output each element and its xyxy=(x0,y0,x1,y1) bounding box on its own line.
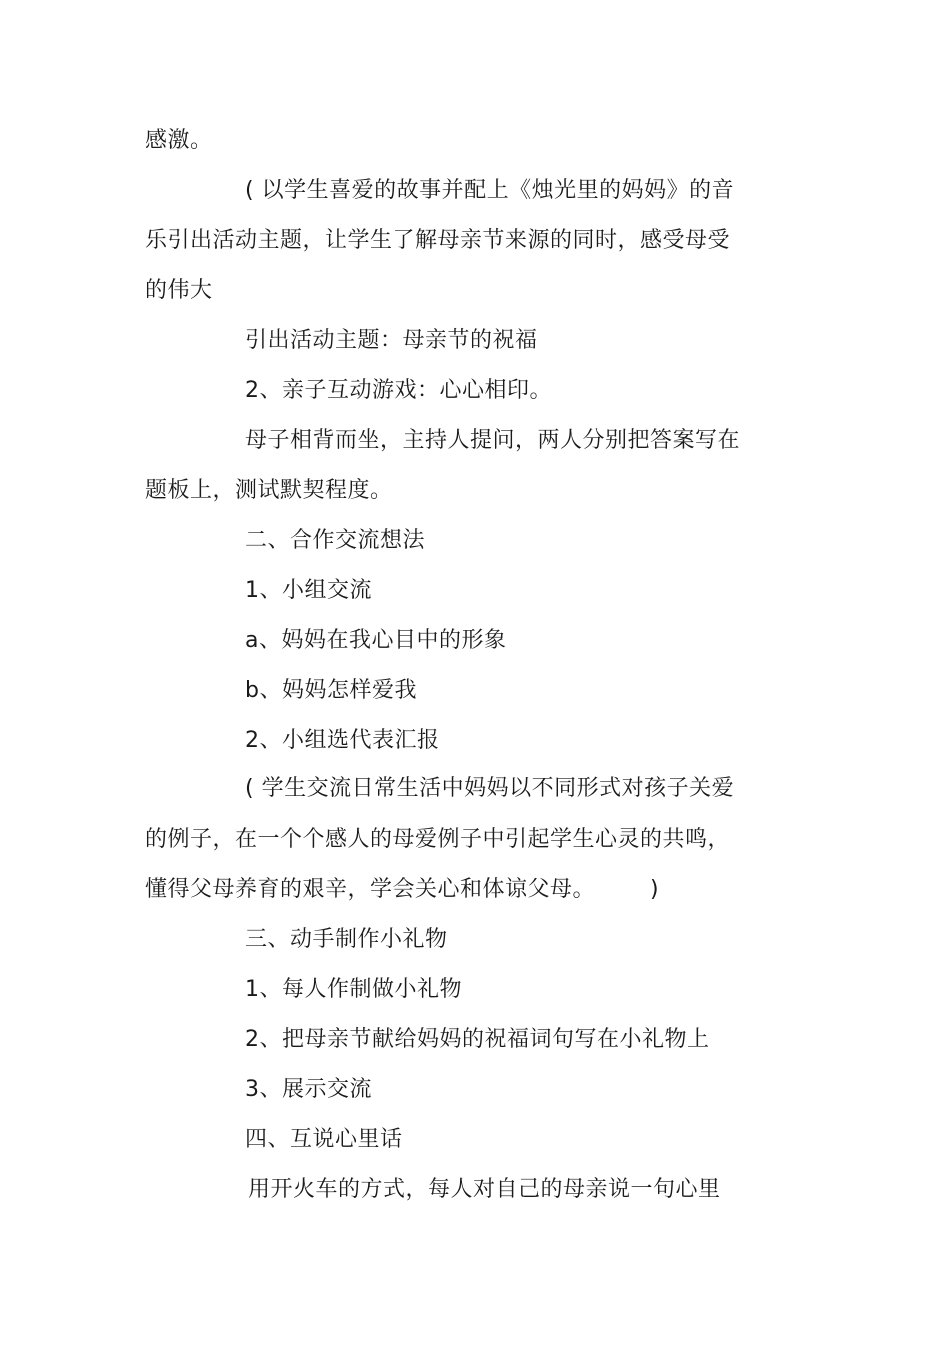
text-line: 的例子，在一个个感人的母爱例子中引起学生心灵的共鸣， xyxy=(145,827,731,852)
text-line: 乐引出活动主题，让学生了解母亲节来源的同时，感受母受 xyxy=(145,228,731,253)
text-line: a、妈妈在我心目中的形象 xyxy=(245,628,507,653)
closing-paren: ) xyxy=(650,877,660,902)
text-line: 母子相背而坐，主持人提问，两人分别把答案写在 xyxy=(245,428,741,453)
text-line: 懂得父母养育的艰辛，学会关心和体谅父母。 xyxy=(145,877,596,902)
text-line: 感激。 xyxy=(145,128,213,153)
text-line: 2、小组选代表汇报 xyxy=(245,728,440,753)
text-line: ( 以学生喜爱的故事并配上《烛光里的妈妈》的音 xyxy=(245,178,735,203)
section-heading: 三、动手制作小礼物 xyxy=(245,927,448,952)
text-line: 引出活动主题：母亲节的祝福 xyxy=(245,328,538,353)
section-heading: 二、合作交流想法 xyxy=(245,528,426,553)
text-line: 3、展示交流 xyxy=(245,1077,372,1102)
text-line: 的伟大 xyxy=(145,278,213,303)
text-line: 2、亲子互动游戏：心心相印。 xyxy=(245,378,552,403)
text-line: 用开火车的方式，每人对自己的母亲说一句心里 xyxy=(248,1177,721,1202)
text-line: 1、每人作制做小礼物 xyxy=(245,977,462,1002)
text-line: 2、把母亲节献给妈妈的祝福词句写在小礼物上 xyxy=(245,1027,710,1052)
text-line: 题板上，测试默契程度。 xyxy=(145,478,393,503)
text-line: 1、小组交流 xyxy=(245,578,372,603)
text-line: b、妈妈怎样爱我 xyxy=(245,678,417,703)
section-heading: 四、互说心里话 xyxy=(245,1127,403,1152)
text-line: ( 学生交流日常生活中妈妈以不同形式对孩子关爱 xyxy=(245,776,735,801)
